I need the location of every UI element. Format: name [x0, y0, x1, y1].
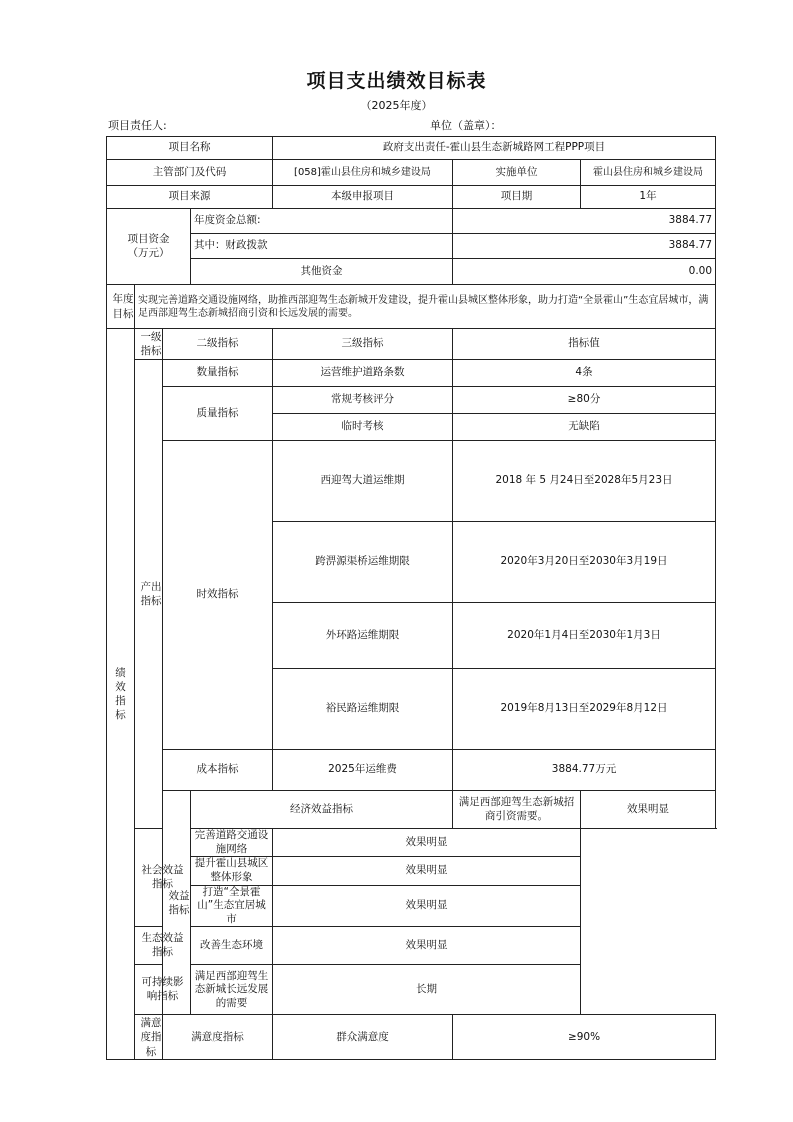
social-l3-3: 打造“全景霍山”生态宜居城市 [191, 885, 273, 927]
table-row [107, 750, 716, 791]
quantity-l3: 运营维护道路条数 [273, 360, 453, 387]
timeliness-value-1: 2018 年 5 月24日至2028年5月23日 [453, 441, 716, 522]
sustain-value: 长期 [273, 965, 581, 1015]
page-title: 项目支出绩效目标表 [306, 70, 487, 92]
impl-unit-value: 霍山县住房和城乡建设局 [581, 160, 716, 186]
table-row [107, 387, 716, 414]
dept-label: 主管部门及代码 [107, 160, 273, 186]
level3-header: 三级指标 [273, 329, 453, 360]
value-header: 指标值 [453, 329, 716, 360]
project-name-value: 政府支出责任-霍山县生态新城路网工程PPP项目 [273, 137, 716, 160]
year-label: （2025年度） [360, 99, 433, 112]
cost-value: 3884.77万元 [453, 750, 716, 791]
level1-header: 一级指标 [140, 330, 162, 357]
table-row [107, 965, 716, 1015]
total-funds-value: 3884.77 [453, 209, 716, 234]
economic-l2: 经济效益指标 [191, 791, 453, 829]
table-row [107, 791, 716, 829]
project-name-label: 项目名称 [107, 137, 273, 160]
quality-l2: 质量指标 [163, 387, 273, 441]
table-row [107, 234, 716, 259]
funds-label: 项目资金 （万元） [107, 209, 191, 285]
satisfaction-l2: 满意度指标 [163, 1015, 273, 1060]
quality-l3-1: 常规考核评分 [273, 387, 453, 414]
timeliness-l3-2: 跨淠源渠桥运维期限 [273, 522, 453, 603]
performance-target-table [106, 136, 716, 1060]
economic-value: 效果明显 [581, 791, 716, 829]
other-funds-value: 0.00 [453, 259, 716, 285]
unit-seal-label: 单位（盖章）： [430, 119, 502, 132]
source-label: 项目来源 [107, 186, 273, 209]
table-row [107, 885, 716, 927]
timeliness-l3-3: 外环路运维期限 [273, 603, 453, 669]
sustain-l3: 满足西部迎驾生态新城长远发展的需要 [191, 965, 273, 1015]
satisfaction-indicator-label: 满意度指标 [140, 1017, 162, 1058]
total-funds-label: 年度资金总额: [191, 209, 453, 234]
table-row [107, 259, 716, 285]
table-row [107, 137, 716, 160]
economic-l3: 满足西部迎驾生态新城招商引资需要。 [453, 791, 581, 829]
quantity-l2: 数量指标 [163, 360, 273, 387]
social-value-2: 效果明显 [273, 857, 581, 885]
satisfaction-value: ≥90% [453, 1015, 716, 1060]
quantity-value: 4条 [453, 360, 716, 387]
table-row [107, 927, 716, 965]
source-value: 本级申报项目 [273, 186, 453, 209]
table-row [107, 829, 716, 857]
responsible-label: 项目责任人: [108, 119, 167, 132]
level2-header: 二级指标 [163, 329, 273, 360]
output-indicator-label: 产出指标 [140, 580, 162, 607]
sustain-l2: 可持续影响指标 [135, 965, 191, 1015]
social-value-3: 效果明显 [273, 885, 581, 927]
table-row [107, 285, 716, 329]
table-row [107, 441, 716, 522]
impl-unit-label: 实施单位 [453, 160, 581, 186]
social-l3-2: 提升霍山县城区整体形象 [191, 857, 273, 885]
quality-value-1: ≥80分 [453, 387, 716, 414]
table-row [107, 186, 716, 209]
social-l3-1: 完善道路交通设施网络 [191, 829, 273, 857]
timeliness-value-4: 2019年8月13日至2029年8月12日 [453, 669, 716, 750]
satisfaction-l3: 群众满意度 [273, 1015, 453, 1060]
social-l2: 社会效益指标 [135, 829, 191, 927]
quality-l3-2: 临时考核 [273, 414, 453, 441]
cost-l3: 2025年运维费 [273, 750, 453, 791]
ecology-l2: 生态效益指标 [135, 927, 191, 965]
ecology-value: 效果明显 [273, 927, 581, 965]
table-row [107, 160, 716, 186]
table-row [107, 209, 716, 234]
table-row [107, 329, 716, 360]
period-label: 项目期 [453, 186, 581, 209]
table-row [107, 857, 716, 885]
period-value: 1年 [581, 186, 716, 209]
table-row [107, 360, 716, 387]
benefit-indicator-label: 效益指标 [168, 889, 190, 916]
timeliness-l3-4: 裕民路运维期限 [273, 669, 453, 750]
cost-l2: 成本指标 [163, 750, 273, 791]
table-row [107, 1015, 716, 1060]
social-value-1: 效果明显 [273, 829, 581, 857]
timeliness-l3-1: 西迎驾大道运维期 [273, 441, 453, 522]
other-funds-label: 其他资金 [191, 259, 453, 285]
annual-goal-label: 年度目标 [112, 293, 134, 320]
dept-value: [058]霍山县住房和城乡建设局 [273, 160, 453, 186]
timeliness-l2: 时效指标 [163, 441, 273, 750]
fiscal-funds-label: 其中：财政拨款 [191, 234, 453, 259]
ecology-l3: 改善生态环境 [191, 927, 273, 965]
quality-value-2: 无缺陷 [453, 414, 716, 441]
timeliness-value-3: 2020年1月4日至2030年1月3日 [453, 603, 716, 669]
fiscal-funds-value: 3884.77 [453, 234, 716, 259]
performance-label: 绩效指标 [115, 666, 126, 722]
annual-goal-text: 实现完善道路交通设施网络，助推西部迎驾生态新城开发建设，提升霍山县城区整体形象，助力打造“全景霍山”生态宜居城市，满足西部迎驾生态新城招商引资和长远发展的需要。 [135, 285, 716, 329]
timeliness-value-2: 2020年3月20日至2030年3月19日 [453, 522, 716, 603]
